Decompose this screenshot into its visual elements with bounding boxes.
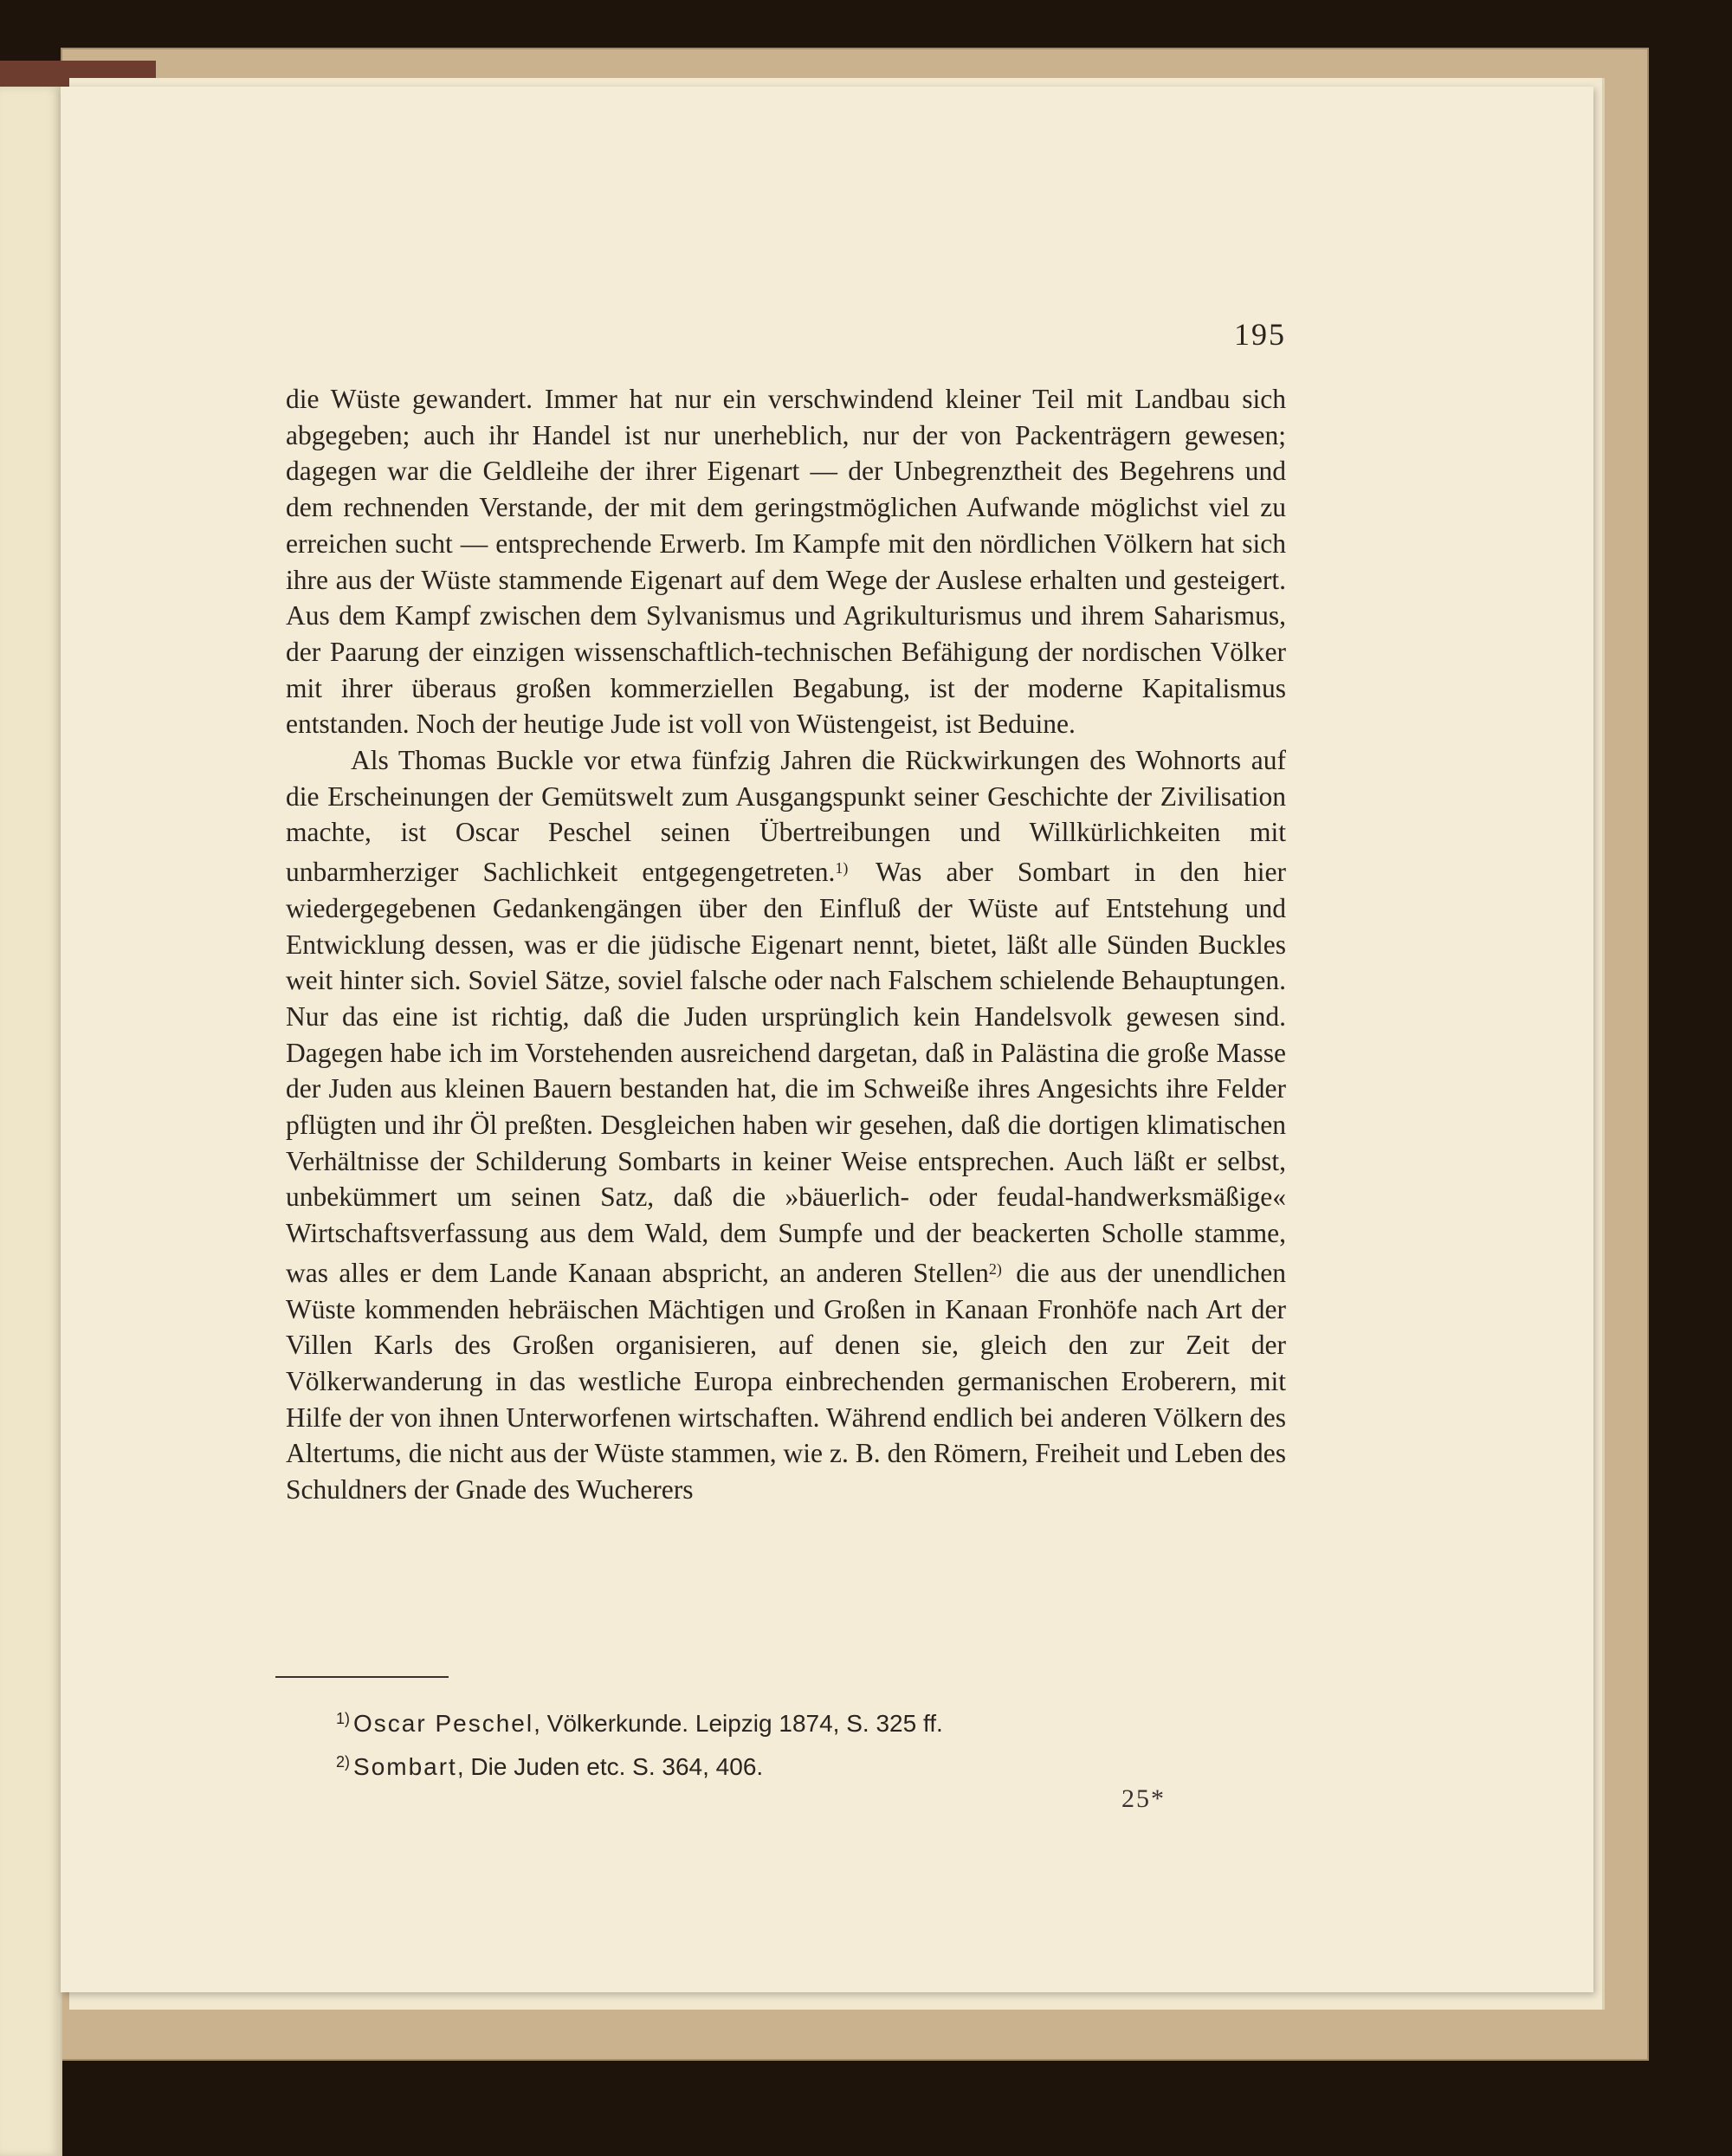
- body-text: [286, 381, 1286, 1508]
- footnotes: [336, 1700, 1202, 1786]
- footnote-ref-2: 2): [988, 1259, 1002, 1278]
- footnote-author: Oscar Peschel: [353, 1710, 534, 1737]
- footnote-2: [336, 1743, 1202, 1786]
- footnote-1: [336, 1700, 1202, 1743]
- paragraph-2-part-2: Was aber Sombart in den hier wiedergegebenen Gedankengängen über den Einfluß der Wüste auf Entstehung und Entwicklung dessen, was er die jüdische Eigenart nennt, bietet, läßt alle Sünden Buckles weit hinter sich. Soviel Sätze, soviel falsche oder nach Falschem schielende Behauptungen. Nur das eine ist richtig, daß die Juden ursprünglich kein Handelsvolk gewesen sind. Dagegen habe ich im Vorstehenden ausreichend dargetan, daß in Palästina die große Masse der Juden aus kleinen Bauern bestanden hat, die im Schweiße ihres Angesichts ihre Felder pflügten und ihr Öl preßten. Desgleichen haben wir gesehen, daß die dortigen klimatischen Verhältnisse der Schilderung Sombarts in keiner Weise entsprechen. Auch läßt er selbst, unbekümmert um seinen Satz, daß die »bäuerlich- oder feudal-handwerksmäßige« Wirtschaftsverfassung aus dem Wald, dem Sumpfe und der beackerten Scholle stamme, was alles er dem Lande Kanaan abspricht, an anderen Stellen: [286, 857, 1287, 1288]
- footnote-text: , Völkerkunde. Leipzig 1874, S. 325 ff.: [533, 1710, 943, 1737]
- left-page-edge: [0, 87, 62, 2156]
- footnote-mark: 2): [336, 1753, 351, 1771]
- footnote-divider: [275, 1676, 449, 1678]
- footnote-ref-1: 1): [835, 859, 849, 877]
- signature-mark: 25*: [1121, 1784, 1166, 1813]
- footnote-mark: 1): [336, 1710, 351, 1727]
- page-number: 195: [1234, 317, 1286, 352]
- paragraph-1: die Wüste gewandert. Immer hat nur ein verschwindend kleiner Teil mit Landbau sich abgegeben; auch ihr Handel ist nur unerheblich, nur der von Packenträgern gewesen; dagegen war die Geldleihe der ihrer Eigenart — der Unbegrenztheit des Begehrens und dem rechnenden Verstande, der mit dem geringstmöglichen Aufwande möglichst viel zu erreichen sucht — entsprechende Erwerb. Im Kampfe mit den nördlichen Völkern hat sich ihre aus der Wüste stammende Eigenart auf dem Wege der Auslese erhalten und gesteigert. Aus dem Kampf zwischen dem Sylvanismus und Agrikulturismus und ihrem Saharismus, der Paarung der einzigen wissenschaftlich-technischen Befähigung der nordischen Völker mit ihrer überaus großen kommerziellen Begabung, ist der moderne Kapitalismus entstanden. Noch der heutige Jude ist voll von Wüstengeist, ist Beduine.: [286, 384, 1286, 740]
- paragraph-2: [286, 742, 1286, 1508]
- footnote-author: Sombart: [353, 1753, 457, 1780]
- footnote-text: , Die Juden etc. S. 364, 406.: [456, 1753, 764, 1780]
- paragraph-2-part-3: die aus der unendlichen Wüste kommenden hebräischen Mächtigen und Großen in Kanaan Fronhöfe nach Art der Villen Karls des Großen organisieren, auf denen sie, gleich den zur Zeit der Völkerwanderung in das westliche Europa einbrechenden germanischen Eroberern, mit Hilfe der von ihnen Unterworfenen wirtschaften. Während endlich bei anderen Völkern des Altertums, die nicht aus der Wüste stammen, wie z. B. den Römern, Freiheit und Leben des Schuldners der Gnade des Wucherers: [286, 1257, 1286, 1505]
- paragraph-2-part-1: Als Thomas Buckle vor etwa fünfzig Jahren die Rückwirkungen des Wohnorts auf die Erscheinungen der Gemütswelt zum Ausgangspunkt seiner Geschichte der Zivilisation machte, ist Oscar Peschel seinen Übertreibungen und Willkürlichkeiten mit unbarmherziger Sachlichkeit entgegengetreten.: [286, 745, 1286, 888]
